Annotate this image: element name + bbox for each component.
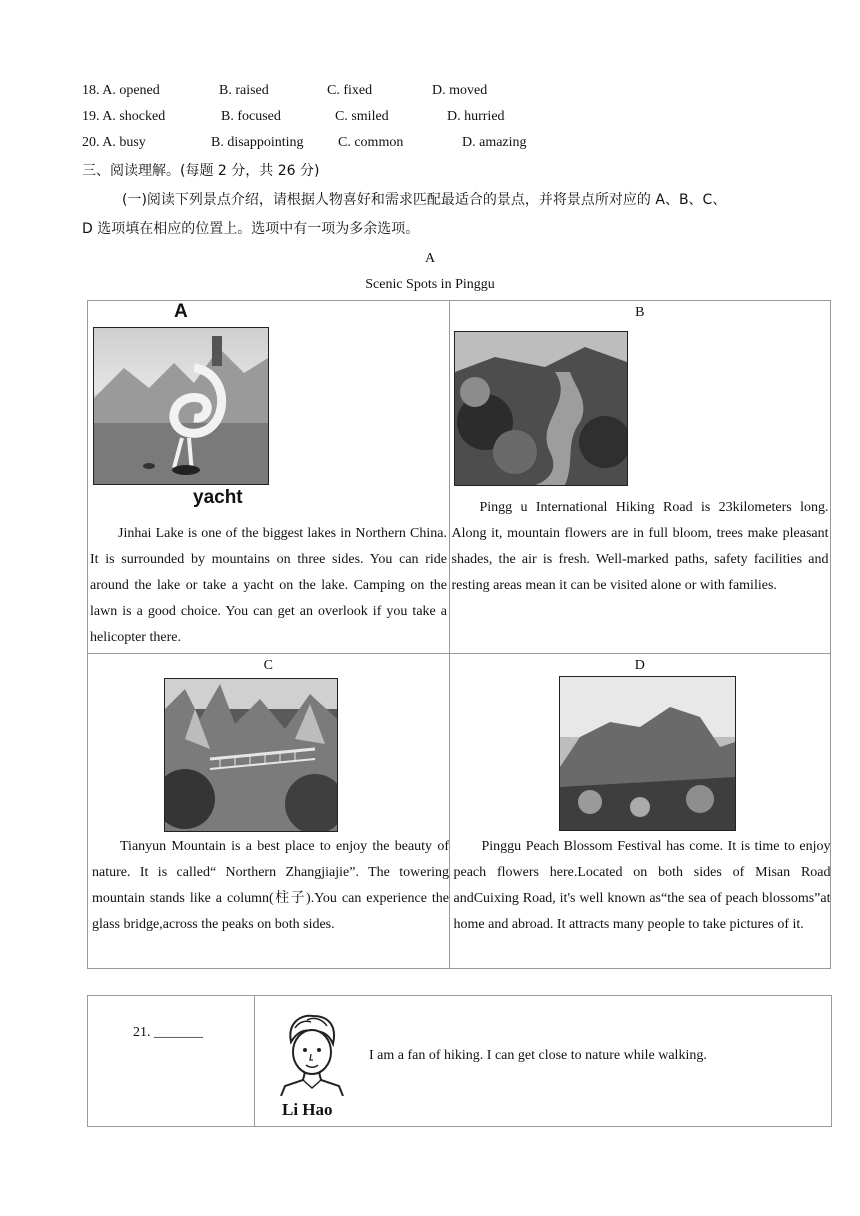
instruction-line-1: (一)阅读下列景点介绍，请根据人物喜好和需求匹配最适合的景点，并将景点所对应的 A、B、C、 (122, 192, 727, 208)
spot-a-caption: yacht (193, 487, 243, 508)
spot-b-label: B (635, 305, 645, 320)
option-18c: C. fixed (327, 83, 373, 98)
passage-label: A (424, 251, 436, 266)
option-18a: 18. A. opened (82, 83, 160, 98)
option-20d: D. amazing (462, 135, 527, 150)
li-hao-portrait (277, 1012, 345, 1096)
li-hao-name: Li Hao (282, 1100, 333, 1119)
spot-c-photo (164, 678, 338, 832)
spot-a-label: A (174, 301, 188, 322)
spot-d-photo (559, 676, 736, 831)
passage-title: Scenic Spots in Pinggu (365, 277, 495, 292)
section-heading: 三、阅读理解。(每题 2 分，共 26 分) (82, 163, 320, 179)
question-21-answer-cell (88, 996, 255, 1127)
question-21-table (87, 995, 832, 1127)
option-18b: B. raised (219, 83, 269, 98)
question-21-number: 21. _______ (133, 1025, 203, 1040)
option-20a: 20. A. busy (82, 135, 146, 150)
option-19b: B. focused (221, 109, 281, 124)
spot-cell-d (449, 654, 831, 969)
spot-cell-c (88, 654, 450, 969)
option-20b: B. disappointing (211, 135, 304, 150)
spot-a-text: Jinhai Lake is one of the biggest lakes in Northern China. It is surrounded by mountains on three sides. You can ride around the lake or take a yacht on the lake. Camping on the lawn is a good choice. You can get an overlook if you take a helicopter there. (90, 526, 447, 645)
option-19a: 19. A. shocked (82, 109, 166, 124)
spot-b-photo (454, 331, 628, 486)
spot-cell-b (449, 301, 831, 654)
spot-d-text: Pinggu Peach Blossom Festival has come. It is time to enjoy peach flowers here.Located on both sides of Misan Road andCuixing Road, it's well known as“the sea of peach blossoms”at home and abroad. It attracts many people to take pictures of it. (453, 839, 831, 932)
option-19d: D. hurried (447, 109, 505, 124)
spot-d-label: D (634, 658, 645, 673)
spot-a-photo (93, 327, 269, 485)
instruction-line-2: D 选项填在相应的位置上。选项中有一项为多余选项。 (82, 221, 420, 237)
option-20c: C. common (338, 135, 404, 150)
option-18d: D. moved (432, 83, 488, 98)
li-hao-speech: I am a fan of hiking. I can get close to nature while walking. (369, 1048, 707, 1063)
spot-c-label: C (263, 658, 273, 673)
spot-b-text: Pingg u International Hiking Road is 23kilometers long. Along it, mountain flowers are in full bloom, trees make pleasant shades, the air is fresh. Well-marked paths, safety facilities and resting areas mean it can be visited alone or with families. (451, 500, 829, 593)
scenic-spots-table (87, 300, 831, 969)
spot-cell-a (88, 301, 450, 654)
spot-c-text: Tianyun Mountain is a best place to enjoy the beauty of nature. It is called“ Northern Zhangjiajie”. The towering mountain stands like a column(柱子).You can experience the glass bridge,across the peaks on both sides. (92, 839, 449, 932)
option-19c: C. smiled (335, 109, 389, 124)
question-21-person-cell (255, 996, 832, 1127)
